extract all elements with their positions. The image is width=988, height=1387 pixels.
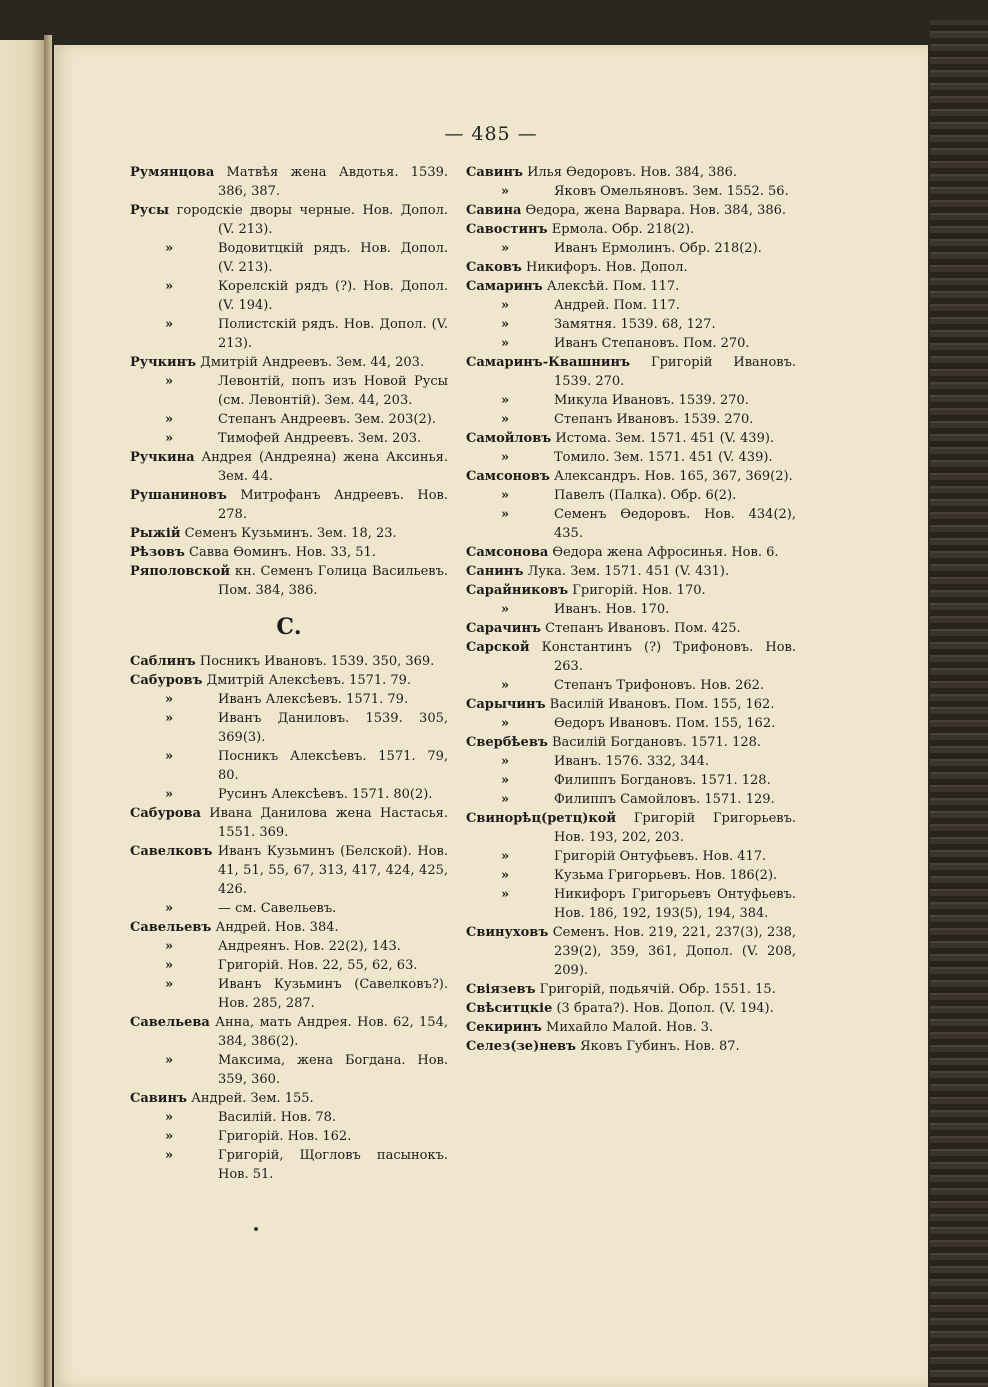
entry-text: Ѳедора, жена Варвара. Нов. 384, 386. — [521, 203, 787, 218]
index-entry — [130, 842, 448, 899]
entry-headword: Рушаниновъ — [130, 488, 227, 503]
entry-headword: Саковъ — [466, 260, 522, 275]
index-subentry — [130, 239, 448, 277]
entry-text: Степанъ Ивановъ. Пом. 425. — [540, 621, 741, 636]
subentry-text: Корелскій рядъ (?). Нов. Допол. (V. 194). — [218, 279, 448, 313]
page-number: — 485 — — [444, 123, 538, 145]
entry-headword: Самаринъ — [466, 279, 543, 294]
index-subentry — [130, 956, 448, 975]
subentry-text: Иванъ. 1576. 332, 344. — [554, 754, 709, 769]
subentry-text: Кузьма Григорьевъ. Нов. 186(2). — [554, 868, 778, 883]
index-subentry — [466, 847, 796, 866]
book-page — [54, 45, 928, 1387]
subentry-text: Русинъ Алексѣевъ. 1571. 80(2). — [218, 787, 433, 802]
subentry-text: Никифоръ Григорьевъ Онтуфьевъ. Нов. 186, 192, 193(5), 194, 384. — [554, 887, 796, 921]
subentry-text: Филиппъ Самойловъ. 1571. 129. — [554, 792, 775, 807]
index-subentry — [466, 676, 796, 695]
subentry-text: — см. Савельевъ. — [218, 901, 337, 916]
index-entry — [466, 258, 796, 277]
ditto-mark: » — [165, 241, 174, 256]
ditto-mark: » — [501, 184, 510, 199]
ditto-mark: » — [165, 1129, 174, 1144]
subentry-text: Тимофей Андреевъ. Зем. 203. — [218, 431, 422, 446]
index-subentry — [466, 239, 796, 258]
index-subentry — [466, 714, 796, 733]
entry-headword: Рыжій — [130, 526, 181, 541]
ditto-mark: » — [165, 749, 174, 764]
index-entry — [466, 201, 796, 220]
ditto-mark: » — [165, 692, 174, 707]
ditto-mark: » — [501, 412, 510, 427]
right-column — [466, 163, 796, 1056]
entry-text: Григорій, подьячій. Обр. 1551. 15. — [535, 982, 776, 997]
ditto-mark: » — [501, 792, 510, 807]
index-subentry — [130, 899, 448, 918]
subentry-text: Ѳедоръ Ивановъ. Пом. 155, 162. — [554, 716, 776, 731]
index-entry — [130, 671, 448, 690]
entry-headword: Самаринъ-Квашнинъ — [466, 355, 630, 370]
subentry-text: Степанъ Трифоновъ. Нов. 262. — [554, 678, 765, 693]
entry-text: Ермола. Обр. 218(2). — [547, 222, 695, 237]
index-entry — [130, 486, 448, 524]
index-entry — [130, 804, 448, 842]
entry-text: Матвѣя жена Авдотья. 1539. 386, 387. — [214, 165, 448, 199]
index-subentry — [466, 771, 796, 790]
index-subentry — [130, 1146, 448, 1184]
entry-headword: Сарачинъ — [466, 621, 541, 636]
cover-edge — [930, 20, 988, 1387]
index-entry — [466, 581, 796, 600]
ditto-mark: » — [501, 298, 510, 313]
ditto-mark: » — [165, 1148, 174, 1163]
entry-text: Александръ. Нов. 165, 367, 369(2). — [549, 469, 793, 484]
entry-headword: Рѣзовъ — [130, 545, 185, 560]
subentry-text: Водовитцкій рядъ. Нов. Допол. (V. 213). — [218, 241, 448, 275]
subentry-text: Левонтій, попъ изъ Новой Русы (см. Левонтій). Зем. 44, 203. — [218, 374, 448, 408]
entry-text: Василій Богдановъ. 1571. 128. — [547, 735, 762, 750]
subentry-text: Томило. Зем. 1571. 451 (V. 439). — [554, 450, 773, 465]
entry-headword: Ручкина — [130, 450, 195, 465]
index-subentry — [466, 866, 796, 885]
subentry-text: Степанъ Ивановъ. 1539. 270. — [554, 412, 754, 427]
ditto-mark: » — [501, 393, 510, 408]
entry-text: Дмитрій Андреевъ. Зем. 44, 203. — [196, 355, 425, 370]
subentry-text: Григорій, Щогловъ пасынокъ. Нов. 51. — [218, 1148, 448, 1182]
ink-dot — [254, 1227, 258, 1231]
entry-headword: Свербѣевъ — [466, 735, 548, 750]
index-entry — [466, 999, 796, 1018]
ditto-mark: » — [501, 488, 510, 503]
entry-headword: Свіязевъ — [466, 982, 536, 997]
ditto-mark: » — [165, 431, 174, 446]
entry-text: Михайло Малой. Нов. 3. — [541, 1020, 714, 1035]
entry-headword: Ряполовской — [130, 564, 231, 579]
entry-text: Андрей. Зем. 155. — [186, 1091, 314, 1106]
ditto-mark: » — [501, 317, 510, 332]
entry-headword: Русы — [130, 203, 170, 218]
entry-text: Истома. Зем. 1571. 451 (V. 439). — [551, 431, 775, 446]
index-subentry — [466, 410, 796, 429]
entry-text: Андрей. Нов. 384. — [211, 920, 339, 935]
index-entry — [466, 809, 796, 847]
index-subentry — [130, 1051, 448, 1089]
entry-headword: Ручкинъ — [130, 355, 197, 370]
subentry-text: Посникъ Алексѣевъ. 1571. 79, 80. — [218, 749, 448, 783]
index-subentry — [466, 600, 796, 619]
entry-headword: Савельева — [130, 1015, 210, 1030]
ditto-mark: » — [501, 678, 510, 693]
entry-headword: Савинъ — [466, 165, 523, 180]
index-entry — [466, 429, 796, 448]
entry-text: Ивана Данилова жена Настасья. 1551. 369. — [200, 806, 448, 840]
index-entry — [130, 201, 448, 239]
index-entry — [466, 467, 796, 486]
ditto-mark: » — [501, 716, 510, 731]
ditto-mark: » — [501, 450, 510, 465]
ditto-mark: » — [165, 939, 174, 954]
entry-headword: Сарайниковъ — [466, 583, 569, 598]
subentry-text: Андрей. Пом. 117. — [554, 298, 680, 313]
subentry-text: Иванъ Степановъ. Пом. 270. — [554, 336, 750, 351]
index-subentry — [466, 315, 796, 334]
subentry-text: Павелъ (Палка). Обр. 6(2). — [554, 488, 737, 503]
left-page-edge — [0, 40, 44, 1387]
entry-headword: Сабурова — [130, 806, 201, 821]
entry-text: Илья Ѳедоровъ. Нов. 384, 386. — [522, 165, 738, 180]
entry-text: Митрофанъ Андреевъ. Нов. 278. — [218, 488, 448, 522]
entry-headword: Савинъ — [130, 1091, 187, 1106]
entry-headword: Савина — [466, 203, 522, 218]
index-subentry — [466, 448, 796, 467]
index-entry — [466, 1037, 796, 1056]
subentry-text: Иванъ Даниловъ. 1539. 305, 369(3). — [218, 711, 448, 745]
index-subentry — [466, 334, 796, 353]
index-subentry — [130, 372, 448, 410]
index-entry — [466, 562, 796, 581]
section-letter: С. — [276, 614, 302, 640]
entry-headword: Самсоновъ — [466, 469, 550, 484]
ditto-mark: » — [501, 602, 510, 617]
ditto-mark: » — [165, 1053, 174, 1068]
ditto-mark: » — [165, 977, 174, 992]
entry-headword: Свѣситцкіе — [466, 1001, 553, 1016]
index-subentry — [130, 410, 448, 429]
subentry-text: Яковъ Омельяновъ. Зем. 1552. 56. — [554, 184, 789, 199]
left-top-entries — [130, 163, 448, 600]
index-subentry — [130, 429, 448, 448]
index-entry — [130, 1013, 448, 1051]
index-entry — [130, 543, 448, 562]
subentry-text: Василій. Нов. 78. — [218, 1110, 337, 1125]
index-subentry — [130, 277, 448, 315]
subentry-text: Филиппъ Богдановъ. 1571. 128. — [554, 773, 771, 788]
entry-headword: Саблинъ — [130, 654, 196, 669]
ditto-mark: » — [165, 711, 174, 726]
index-subentry — [466, 790, 796, 809]
index-subentry — [130, 785, 448, 804]
index-subentry — [466, 752, 796, 771]
subentry-text: Григорій Онтуфьевъ. Нов. 417. — [554, 849, 767, 864]
subentry-text: Замятня. 1539. 68, 127. — [554, 317, 716, 332]
index-entry — [466, 923, 796, 980]
index-subentry — [130, 975, 448, 1013]
ditto-mark: » — [501, 336, 510, 351]
left-bottom-entries — [130, 652, 448, 1184]
entry-headword: Самойловъ — [466, 431, 552, 446]
entry-text: Дмитрій Алексѣевъ. 1571. 79. — [202, 673, 412, 688]
ditto-mark: » — [501, 754, 510, 769]
subentry-text: Григорій. Нов. 162. — [218, 1129, 352, 1144]
ditto-mark: » — [165, 1110, 174, 1125]
subentry-text: Степанъ Андреевъ. Зем. 203(2). — [218, 412, 436, 427]
entry-headword: Селез(зе)невъ — [466, 1039, 577, 1054]
subentry-text: Иванъ Алексѣевъ. 1571. 79. — [218, 692, 409, 707]
entry-text: Яковъ Губинъ. Нов. 87. — [576, 1039, 740, 1054]
entry-text: Лука. Зем. 1571. 451 (V. 431). — [523, 564, 730, 579]
index-entry — [466, 220, 796, 239]
index-entry — [466, 277, 796, 296]
entry-headword: Савельевъ — [130, 920, 212, 935]
entry-headword: Сарской — [466, 640, 530, 655]
index-entry — [466, 619, 796, 638]
subentry-text: Иванъ. Нов. 170. — [554, 602, 670, 617]
index-subentry — [130, 1108, 448, 1127]
index-entry — [466, 543, 796, 562]
index-entry — [466, 353, 796, 391]
ditto-mark: » — [165, 374, 174, 389]
index-entry — [130, 163, 448, 201]
entry-headword: Сабуровъ — [130, 673, 203, 688]
index-subentry — [130, 747, 448, 785]
entry-text: кн. Семенъ Голица Васильевъ. Пом. 384, 386. — [218, 564, 448, 598]
subentry-text: Андреянъ. Нов. 22(2), 143. — [218, 939, 401, 954]
index-subentry — [130, 690, 448, 709]
left-column — [130, 163, 448, 1184]
ditto-mark: » — [501, 773, 510, 788]
index-entry — [466, 163, 796, 182]
entry-text: Семенъ Кузьминъ. Зем. 18, 23. — [180, 526, 397, 541]
subentry-text: Максима, жена Богдана. Нов. 359, 360. — [218, 1053, 448, 1087]
index-entry — [130, 524, 448, 543]
index-subentry — [466, 885, 796, 923]
ditto-mark: » — [501, 241, 510, 256]
ditto-mark: » — [165, 317, 174, 332]
index-subentry — [466, 182, 796, 201]
index-entry — [466, 1018, 796, 1037]
entry-text: Григорій Григорьевъ. Нов. 193, 202, 203. — [554, 811, 796, 845]
entry-text: Андрея (Андреяна) жена Аксинья. Зем. 44. — [194, 450, 448, 484]
entry-text: Григорій. Нов. 170. — [568, 583, 706, 598]
entry-text: Никифоръ. Нов. Допол. — [521, 260, 688, 275]
entry-text: Василій Ивановъ. Пом. 155, 162. — [545, 697, 775, 712]
ditto-mark: » — [501, 887, 510, 902]
subentry-text: Полистскій рядъ. Нов. Допол. (V. 213). — [218, 317, 448, 351]
ditto-mark: » — [165, 279, 174, 294]
index-subentry — [466, 486, 796, 505]
entry-headword: Савелковъ — [130, 844, 213, 859]
entry-text: городскіе дворы черные. Нов. Допол. (V. 213). — [169, 203, 448, 237]
index-subentry — [466, 505, 796, 543]
entry-headword: Сарычинъ — [466, 697, 546, 712]
index-entry — [466, 638, 796, 676]
ditto-mark: » — [165, 412, 174, 427]
ditto-mark: » — [501, 868, 510, 883]
ditto-mark: » — [165, 901, 174, 916]
entry-headword: Свинуховъ — [466, 925, 549, 940]
subentry-text: Иванъ Кузьминъ (Савелковъ?). Нов. 285, 287. — [218, 977, 448, 1011]
index-entry — [130, 918, 448, 937]
entry-text: Семенъ. Нов. 219, 221, 237(3), 238, 239(2), 359, 361, Допол. (V. 208, 209). — [548, 925, 796, 978]
ditto-mark: » — [165, 958, 174, 973]
index-entry — [130, 448, 448, 486]
entry-text: Константинъ (?) Трифоновъ. Нов. 263. — [529, 640, 796, 674]
index-subentry — [466, 296, 796, 315]
subentry-text: Микула Ивановъ. 1539. 270. — [554, 393, 749, 408]
entry-text: Алексѣй. Пом. 117. — [542, 279, 680, 294]
entry-headword: Савостинъ — [466, 222, 548, 237]
entry-text: (3 брата?). Нов. Допол. (V. 194). — [552, 1001, 774, 1016]
entry-text: Савва Ѳоминъ. Нов. 33, 51. — [184, 545, 376, 560]
index-subentry — [466, 391, 796, 410]
right-entries — [466, 163, 796, 1056]
index-subentry — [130, 315, 448, 353]
ditto-mark: » — [501, 507, 510, 522]
entry-headword: Секиринъ — [466, 1020, 542, 1035]
entry-text: Ѳедора жена Афросинья. Нов. 6. — [548, 545, 779, 560]
index-subentry — [130, 1127, 448, 1146]
index-entry — [130, 1089, 448, 1108]
entry-headword: Румянцова — [130, 165, 215, 180]
index-subentry — [130, 937, 448, 956]
subentry-text: Григорій. Нов. 22, 55, 62, 63. — [218, 958, 418, 973]
index-subentry — [130, 709, 448, 747]
index-entry — [130, 652, 448, 671]
ditto-mark: » — [501, 849, 510, 864]
index-entry — [466, 980, 796, 999]
entry-headword: Свинорѣц(ретц)кой — [466, 811, 617, 826]
entry-headword: Санинъ — [466, 564, 524, 579]
index-entry — [466, 733, 796, 752]
subentry-text: Семенъ Ѳедоровъ. Нов. 434(2), 435. — [554, 507, 796, 541]
entry-text: Посникъ Ивановъ. 1539. 350, 369. — [195, 654, 435, 669]
index-entry — [130, 562, 448, 600]
entry-text: Григорій Ивановъ. 1539. 270. — [554, 355, 796, 389]
subentry-text: Иванъ Ермолинъ. Обр. 218(2). — [554, 241, 762, 256]
index-entry — [130, 353, 448, 372]
entry-text: Иванъ Кузьминъ (Белской). Нов. 41, 51, 55, 67, 313, 417, 424, 425, 426. — [212, 844, 448, 897]
entry-headword: Самсонова — [466, 545, 549, 560]
book-gutter — [44, 35, 52, 1387]
ditto-mark: » — [165, 787, 174, 802]
index-entry — [466, 695, 796, 714]
entry-text: Анна, мать Андрея. Нов. 62, 154, 384, 386(2). — [209, 1015, 448, 1049]
